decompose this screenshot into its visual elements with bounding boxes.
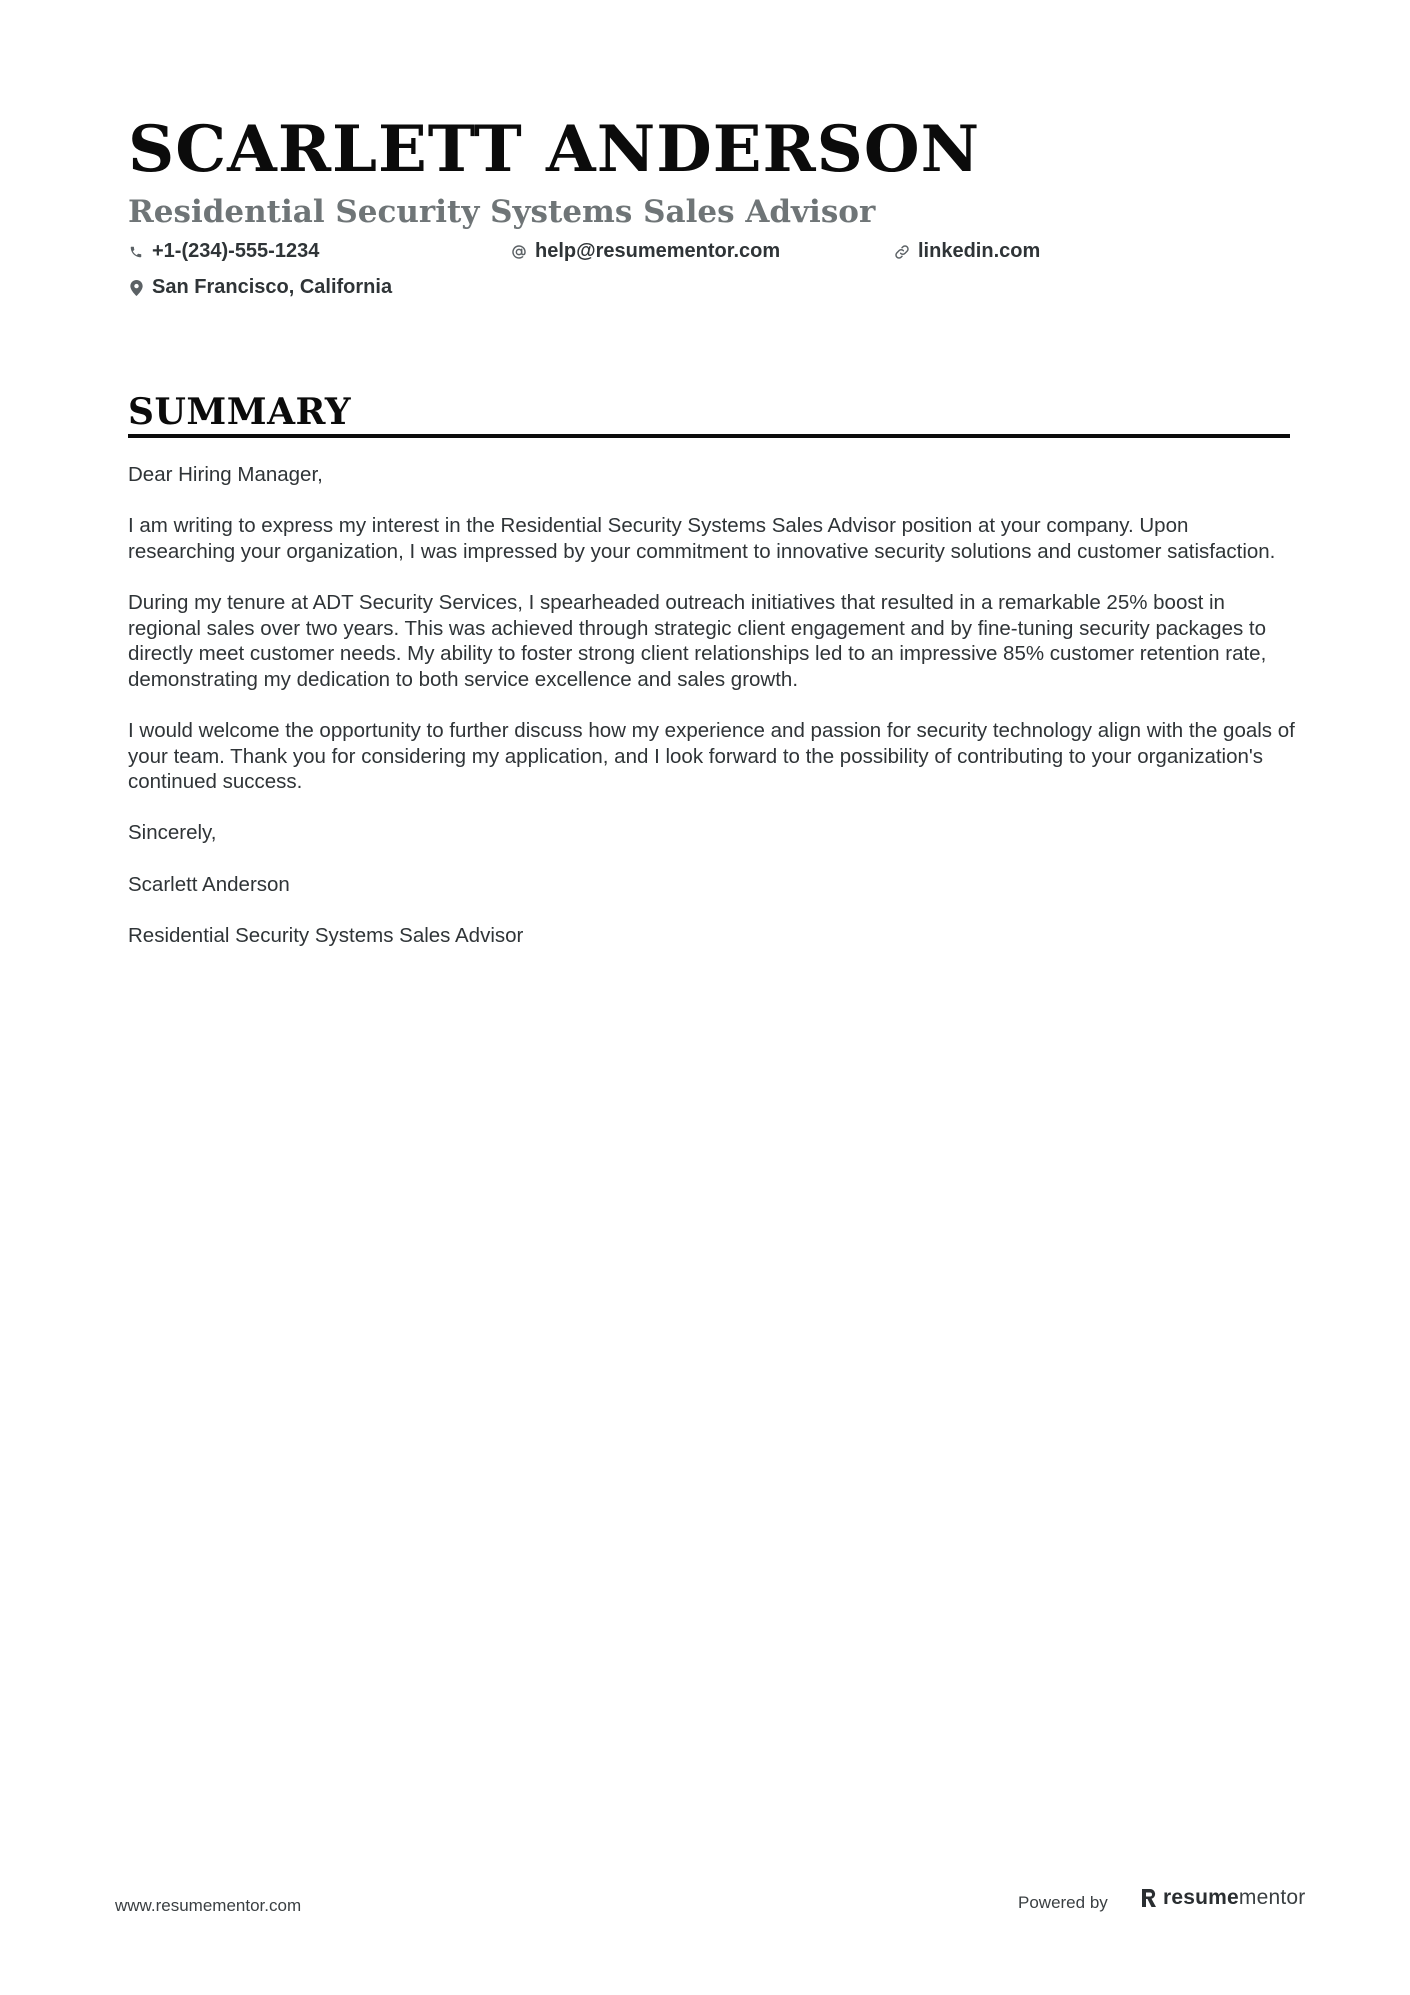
email-text: help@resumementor.com bbox=[535, 240, 781, 262]
contact-info bbox=[128, 240, 1290, 312]
phone-icon bbox=[128, 243, 144, 261]
footer-url: www.resumementor.com bbox=[115, 1896, 302, 1915]
contact-location bbox=[128, 276, 392, 299]
salutation: Dear Hiring Manager, bbox=[128, 463, 323, 486]
map-pin-icon bbox=[128, 279, 144, 297]
header bbox=[128, 112, 1290, 312]
contact-phone bbox=[128, 240, 319, 263]
paragraph-3: I would welcome the opportunity to further discuss how my experience and passion for security technology align with the goals of your team. Thank you for considering my application, and I look forward to the possibility of contributing to your organization's continued success. bbox=[128, 718, 1295, 794]
job-title: Residential Security Systems Sales Advisor bbox=[128, 194, 876, 230]
location-text: San Francisco, California bbox=[152, 276, 393, 298]
link-icon bbox=[894, 243, 910, 261]
contact-linkedin bbox=[894, 240, 1040, 263]
paragraph-2: During my tenure at ADT Security Services, I spearheaded outreach initiatives that resulted in a remarkable 25% boost in regional sales over two years. This was achieved through strategic client engagement and by fine-tuning security packages to directly meet customer needs. My ability to foster strong client relationships led to an impressive 85% customer retention rate, demonstrating my dedication to both service excellence and sales growth. bbox=[128, 590, 1267, 691]
signature-title: Residential Security Systems Sales Advisor bbox=[128, 923, 524, 947]
brand-light-text: mentor bbox=[1238, 1886, 1306, 1909]
cover-letter-body bbox=[128, 462, 1298, 974]
candidate-name: SCARLETT ANDERSON bbox=[128, 112, 981, 187]
brand-wordmark bbox=[1163, 1886, 1305, 1910]
paragraph-1: I am writing to express my interest in the Residential Security Systems Sales Advisor position at your company. Upon researching your organization, I was impressed by your commitment to innovative security solutions and customer satisfaction. bbox=[128, 514, 1276, 563]
section-title: SUMMARY bbox=[128, 391, 352, 433]
closing: Sincerely, bbox=[128, 821, 217, 845]
powered-by-label: Powered by bbox=[1018, 1893, 1108, 1912]
brand-bold-text: resume bbox=[1163, 1886, 1239, 1909]
brand-logo bbox=[1140, 1886, 1305, 1910]
contact-email bbox=[511, 240, 780, 263]
linkedin-text: linkedin.com bbox=[918, 240, 1041, 262]
phone-text: +1-(234)-555-1234 bbox=[152, 240, 320, 262]
at-icon bbox=[511, 243, 527, 261]
section-divider bbox=[128, 434, 1290, 438]
resumementor-logo-icon bbox=[1140, 1887, 1158, 1909]
signature-name: Scarlett Anderson bbox=[128, 872, 290, 896]
